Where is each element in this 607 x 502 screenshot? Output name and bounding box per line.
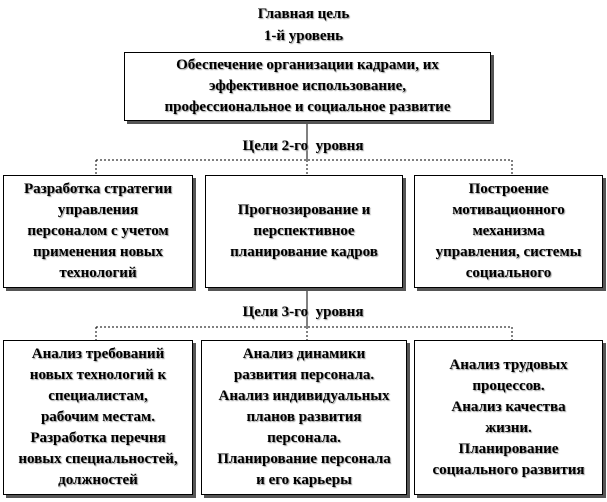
main-goal-title: Главная цель [257,6,350,22]
level3-box-text-line: Разработка перечня [30,430,166,446]
level2-box-text-line: Разработка стратегии [24,181,172,197]
level2-box-text-line: управления, системы [435,244,582,260]
level3-box-text-line: процессов. [472,377,545,394]
main-goal-box [124,52,491,121]
level3-box-requirements [3,340,193,495]
level3-box-text-line: планов развития [246,409,362,425]
level3-box-text-line: рабочим местам. [40,409,156,425]
level3-box-text-line: новых специальностей, [18,451,178,467]
level3-box-text-line: Планирование [458,440,559,457]
level3-box-text-line: Планирование персонала [217,451,391,467]
level2-box-text-line: технологий [59,265,137,281]
level2-box-forecasting [205,175,403,288]
level3-box-text-line: Анализ динамики [242,346,366,362]
level2-box-text-line: перспективное [253,223,355,239]
level3-box-text-line: Анализ трудовых [449,356,568,373]
main-goal-text-line: профессиональное и социальное развитие [164,99,451,115]
level2-box-text-line: Построение [468,181,549,197]
level3-box-text-line: персонала. [267,430,341,446]
level3-box-text-line: Анализ качества [451,398,566,415]
level3-box-text-line: развития персонала. [233,367,375,383]
level3-box-text-line: специалистам, [48,388,148,404]
level2-label: Цели 2-го уровня [242,138,364,154]
level2-box-text-line: механизма [472,223,545,239]
level2-box-text-line: управления [57,202,139,218]
main-goal-text-line: эффективное использование, [208,78,407,94]
level3-box-text-line: должностей [58,472,138,488]
level3-label: Цели 3-го уровня [242,304,364,320]
level1-title: 1-й уровень [263,28,344,44]
level3-box-labor [414,340,603,495]
level2-box-text-line: Прогнозирование и [237,202,371,218]
level3-box-dynamics [201,340,407,495]
level3-box-text-line: Анализ требований [31,346,165,362]
level3-box-text-line: новых технологий к [29,367,167,383]
level3-box-text-line: социального развития [432,461,585,478]
level3-box-text-line: жизни. [485,419,532,436]
level2-box-text-line: планирование кадров [230,244,378,260]
level2-box-text-line: применения новых [32,244,164,260]
level2-box-strategy [3,175,193,288]
level3-box-text-line: Анализ индивидуальных [218,388,390,404]
main-goal-text-line: Обеспечение организации кадрами, их [176,57,439,73]
level2-box-text-line: мотивационного [452,202,565,218]
level3-box-text-line: и его карьеры [256,472,352,488]
level2-box-text-line: персоналом с учетом [27,223,169,239]
level2-box-text-line: социального [465,265,552,281]
level2-box-motivation [414,175,603,288]
